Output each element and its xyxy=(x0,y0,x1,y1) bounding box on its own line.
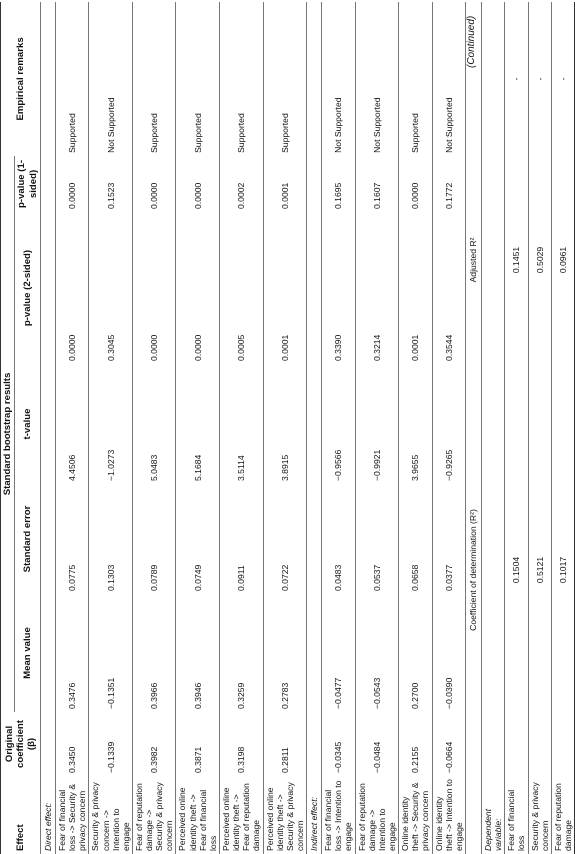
beta-cell: 0.3450 xyxy=(55,712,88,776)
empty-cell xyxy=(307,364,322,484)
p2-cell: 0.0000 xyxy=(176,212,220,364)
empty-cell xyxy=(482,156,505,212)
table-row xyxy=(220,2,264,854)
mean-cell: 0.3259 xyxy=(220,594,264,712)
remark-cell: Supported xyxy=(132,2,176,156)
beta-cell: 0.3871 xyxy=(176,712,220,776)
r2-header-row xyxy=(466,2,482,854)
p1-cell: 0.0002 xyxy=(220,156,264,212)
section-label: Direct effect: xyxy=(40,776,55,854)
table-row xyxy=(263,2,307,854)
r2-header: Coefficient of determination (R²) xyxy=(466,364,482,776)
se-cell: 0.0658 xyxy=(399,484,432,594)
effect-cell: Security & privacy concern -> Intention to engage xyxy=(89,776,133,854)
r2-cell: 0.1017 xyxy=(551,364,574,776)
mean-cell: 0.2700 xyxy=(399,594,432,712)
mean-cell: 0.2783 xyxy=(263,594,307,712)
se-cell: 0.0775 xyxy=(55,484,88,594)
p1-cell: 0.0001 xyxy=(263,156,307,212)
bootstrap-results-table xyxy=(0,2,575,854)
table-row xyxy=(505,2,528,854)
remark-cell: Supported xyxy=(399,2,432,156)
col-t-value: t-value xyxy=(15,364,41,484)
col-group-standard-bootstrap: Standard bootstrap results xyxy=(1,156,15,712)
empty-cell xyxy=(482,2,505,156)
p2-cell: 0.3390 xyxy=(322,212,355,364)
p1-cell: 0.0000 xyxy=(132,156,176,212)
beta-cell: −0.0345 xyxy=(322,712,355,776)
p2-cell: 0.0001 xyxy=(263,212,307,364)
remark-cell: Not Supported xyxy=(355,2,399,156)
section-indirect-effect xyxy=(307,2,322,854)
empty-cell xyxy=(307,2,322,156)
col-p-value-2-sided: p-value (2-sided) xyxy=(15,212,41,364)
table-row xyxy=(322,2,355,854)
section-direct-effect xyxy=(40,2,55,854)
col-effect: Effect xyxy=(1,776,41,854)
adj-r2-cell: 0.0961 xyxy=(551,156,574,364)
dependent-variable-row xyxy=(482,2,505,854)
empty-cell xyxy=(307,156,322,212)
remark-cell: Not Supported xyxy=(322,2,355,156)
adj-r2-cell: 0.5029 xyxy=(528,156,551,364)
beta-cell: 0.2155 xyxy=(399,712,432,776)
table-row xyxy=(176,2,220,854)
t-cell: 3.5114 xyxy=(220,364,264,484)
remark-cell: Supported xyxy=(55,2,88,156)
p1-cell: 0.1772 xyxy=(432,156,465,212)
remark-cell: Supported xyxy=(176,2,220,156)
table-row xyxy=(551,2,574,854)
remark-cell: Not Supported xyxy=(432,2,465,156)
se-cell: 0.0483 xyxy=(322,484,355,594)
table-row xyxy=(55,2,88,854)
empty-cell xyxy=(40,212,55,277)
p2-cell: 0.0005 xyxy=(220,212,264,364)
empty-cell xyxy=(307,212,322,277)
se-cell: 0.0537 xyxy=(355,484,399,594)
effect-cell: Fear of financial loss -> Intention to engage xyxy=(322,776,355,854)
table-row xyxy=(355,2,399,854)
empty-cell xyxy=(40,484,55,594)
p1-cell: 0.1607 xyxy=(355,156,399,212)
empty-cell xyxy=(482,364,505,484)
effect-cell: Fear of financial loss -> Security & privacy concern xyxy=(55,776,88,854)
beta-cell: 0.2811 xyxy=(263,712,307,776)
beta-cell: 0.3198 xyxy=(220,712,264,776)
p1-cell: 0.1695 xyxy=(322,156,355,212)
t-cell: −1.0273 xyxy=(89,364,133,484)
col-mean-value: Mean value xyxy=(15,594,41,712)
empty-cell xyxy=(482,712,505,776)
table-row xyxy=(399,2,432,854)
table-row xyxy=(89,2,133,854)
se-cell: 0.0789 xyxy=(132,484,176,594)
dash-cell: - xyxy=(528,2,551,156)
t-cell: 5.0483 xyxy=(132,364,176,484)
empty-cell xyxy=(307,277,322,364)
col-original-coefficient: Original coefficient (β) xyxy=(1,712,41,776)
mean-cell: 0.3476 xyxy=(55,594,88,712)
mean-cell: −0.1351 xyxy=(89,594,133,712)
p2-cell: 0.3045 xyxy=(89,212,133,364)
dash-cell: - xyxy=(551,2,574,156)
remark-cell: Supported xyxy=(220,2,264,156)
empty-cell xyxy=(307,712,322,776)
empty-cell xyxy=(482,594,505,712)
effect-cell: Perceived online identity theft -> Fear of reputation damage xyxy=(220,776,264,854)
effect-cell: Perceived online identity theft -> Fear of financial loss xyxy=(176,776,220,854)
effect-cell: Perceived online identity theft -> Security & privacy concern xyxy=(263,776,307,854)
t-cell: −0.9265 xyxy=(432,364,465,484)
t-cell: 4.4506 xyxy=(55,364,88,484)
beta-cell: −0.1339 xyxy=(89,712,133,776)
empty-cell xyxy=(482,277,505,364)
se-cell: 0.0749 xyxy=(176,484,220,594)
adj-r2-cell: 0.1451 xyxy=(505,156,528,364)
col-standard-error: Standard error xyxy=(15,484,41,594)
empty-cell xyxy=(482,484,505,594)
effect-cell: Fear of reputation damage -> Security & privacy concern xyxy=(132,776,176,854)
beta-cell: 0.3982 xyxy=(132,712,176,776)
p2-cell: 0.0001 xyxy=(399,212,432,364)
p2-cell: 0.3214 xyxy=(355,212,399,364)
t-cell: −0.9921 xyxy=(355,364,399,484)
effect-cell: Online identity theft -> Intention to engage xyxy=(432,776,465,854)
effect-cell: Online identity theft -> Security & privacy concern xyxy=(399,776,432,854)
empty-cell xyxy=(40,156,55,212)
col-p-value-1-sided: p-value (1-sided) xyxy=(15,156,41,212)
empty-cell xyxy=(40,364,55,484)
r2-cell: 0.5121 xyxy=(528,364,551,776)
se-cell: 0.0377 xyxy=(432,484,465,594)
t-cell: −0.9566 xyxy=(322,364,355,484)
mean-cell: 0.3966 xyxy=(132,594,176,712)
dependent-name: Security & privacy concern xyxy=(528,776,551,854)
empty-cell xyxy=(40,277,55,364)
mean-cell: −0.0390 xyxy=(432,594,465,712)
empty-cell xyxy=(307,484,322,594)
se-cell: 0.1303 xyxy=(89,484,133,594)
p2-cell: 0.0000 xyxy=(55,212,88,364)
table-row xyxy=(528,2,551,854)
remark-cell: Not Supported xyxy=(89,2,133,156)
table-row xyxy=(132,2,176,854)
dependent-name: Fear of financial loss xyxy=(505,776,528,854)
p1-cell: 0.0000 xyxy=(399,156,432,212)
dependent-variable-label: Dependent variable: xyxy=(482,776,505,854)
p2-cell: 0.3544 xyxy=(432,212,465,364)
empty-cell xyxy=(482,212,505,277)
continued-note: (Continued) xyxy=(466,15,477,68)
se-cell: 0.0911 xyxy=(220,484,264,594)
t-cell: 3.8915 xyxy=(263,364,307,484)
dependent-name: Fear of reputation damage xyxy=(551,776,574,854)
col-empirical-remarks: Empirical remarks xyxy=(1,2,41,156)
beta-cell: −0.0664 xyxy=(432,712,465,776)
mean-cell: 0.3946 xyxy=(176,594,220,712)
empty-cell xyxy=(40,594,55,712)
adj-r2-header: Adjusted R² xyxy=(466,156,482,364)
p1-cell: 0.0000 xyxy=(55,156,88,212)
empty-cell xyxy=(40,712,55,776)
empty-cell xyxy=(307,594,322,712)
table-row xyxy=(432,2,465,854)
p2-cell: 0.0000 xyxy=(132,212,176,364)
t-cell: 3.9655 xyxy=(399,364,432,484)
beta-cell: −0.0484 xyxy=(355,712,399,776)
empty-cell xyxy=(40,2,55,156)
remark-cell: Supported xyxy=(263,2,307,156)
t-cell: 5.1684 xyxy=(176,364,220,484)
se-cell: 0.0722 xyxy=(263,484,307,594)
r2-cell: 0.1504 xyxy=(505,364,528,776)
p1-cell: 0.1523 xyxy=(89,156,133,212)
empty-cell xyxy=(466,776,482,854)
section-label: Indirect effect: xyxy=(307,776,322,854)
p1-cell: 0.0000 xyxy=(176,156,220,212)
dash-cell: - xyxy=(505,2,528,156)
effect-cell: Fear of reputation damage -> Intention to engage xyxy=(355,776,399,854)
mean-cell: −0.0543 xyxy=(355,594,399,712)
mean-cell: −0.0477 xyxy=(322,594,355,712)
